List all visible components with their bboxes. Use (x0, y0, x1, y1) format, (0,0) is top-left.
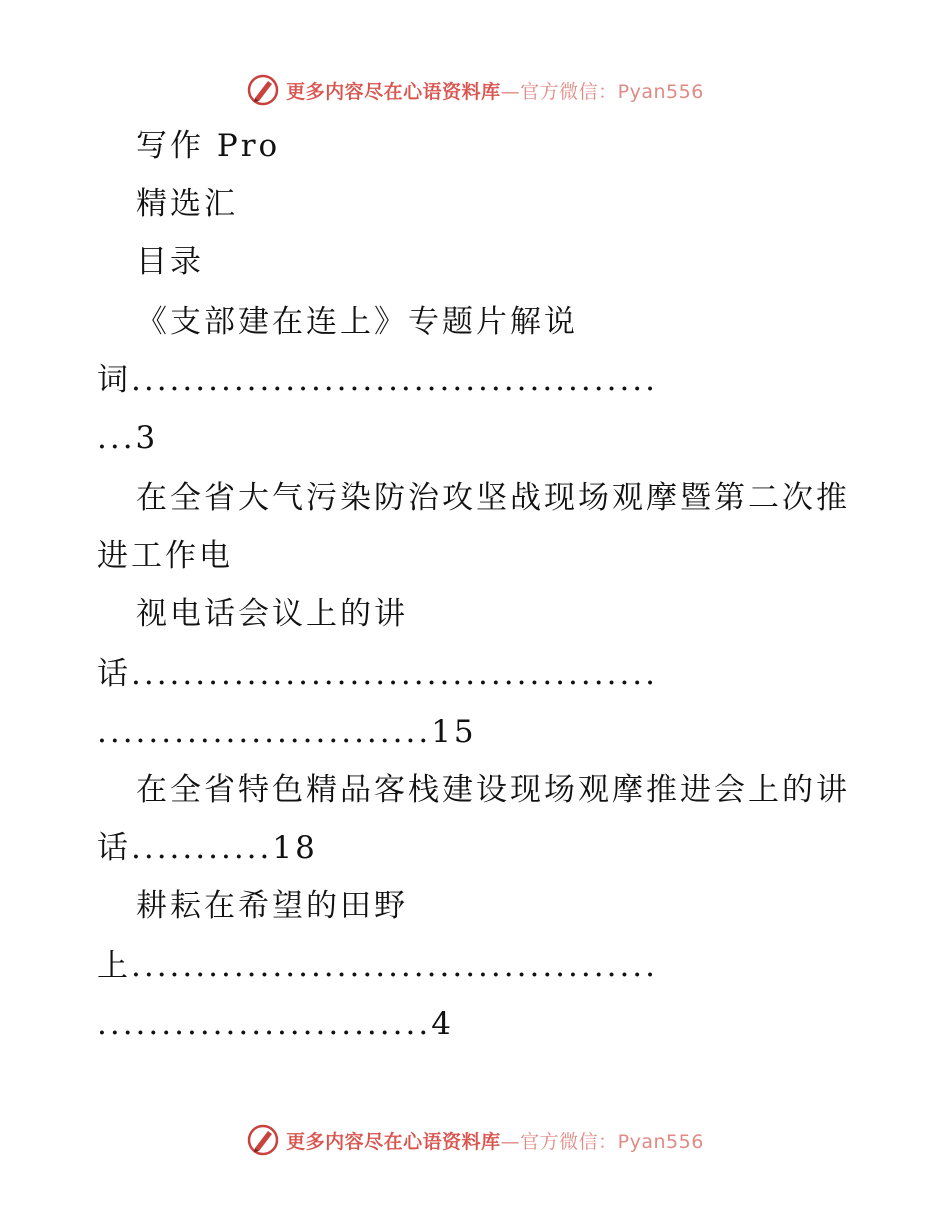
toc-entry-2-leader: 话......................................... (97, 656, 659, 692)
banner-text-strong: 更多内容尽在心语资料库 (286, 80, 501, 103)
toc-entry-4-page: ..........................4 (97, 1006, 454, 1042)
doc-title-line-1: 写作 Pro (136, 128, 281, 164)
toc-entry-3-leader: 话...........18 (97, 830, 318, 866)
toc-entry-1-page: ...3 (97, 420, 159, 456)
toc-entry-2-title: 在全省大气污染防治攻坚战现场观摩暨第二次推 (136, 480, 850, 516)
toc-heading: 目录 (136, 244, 204, 280)
toc-entry-2-title-cont: 进工作电 (97, 538, 233, 574)
banner-text (286, 77, 704, 104)
banner-text-rest: —官方微信：Pyan556 (500, 80, 704, 103)
toc-entry-3-title: 在全省特色精品客栈建设现场观摩推进会上的讲 (136, 772, 850, 808)
pen-in-circle-icon (246, 73, 280, 107)
header-banner (0, 70, 950, 110)
banner-text (286, 1127, 704, 1154)
toc-entry-4-leader: 上......................................... (97, 948, 659, 984)
footer-banner (0, 1120, 950, 1160)
toc-entry-4-title: 耕耘在希望的田野 (136, 888, 408, 924)
toc-entry-2-page: ..........................15 (97, 714, 477, 750)
toc-entry-1-leader: 词......................................... (97, 362, 659, 398)
pen-in-circle-icon (246, 1123, 280, 1157)
banner-text-rest: —官方微信：Pyan556 (500, 1130, 704, 1153)
toc-entry-1-title: 《支部建在连上》专题片解说 (136, 304, 578, 340)
doc-title-line-2: 精选汇 (136, 186, 238, 222)
banner-text-strong: 更多内容尽在心语资料库 (286, 1130, 501, 1153)
toc-entry-2-title-cont-2: 视电话会议上的讲 (136, 596, 408, 632)
